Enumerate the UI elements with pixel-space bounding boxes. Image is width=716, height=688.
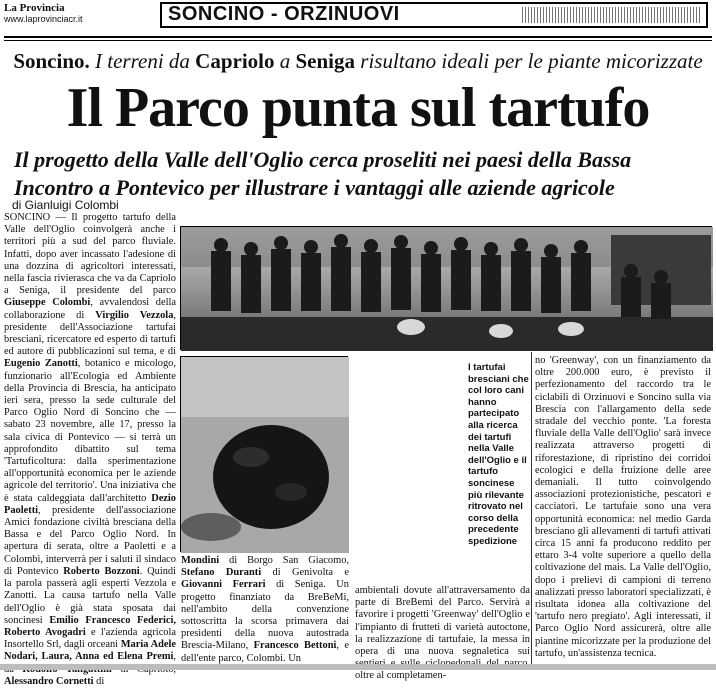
article-text: , avvalendosi della collaborazione di xyxy=(4,297,176,321)
subheadline-line-1: Il progetto della Valle dell'Oglio cerca proseliti nei paesi della Bassa xyxy=(14,147,632,172)
article-text: . Quindi la parola passerà agli esperti Vezzola e Zanotti. La causa tartufo nella Valle dell'Oglio è già stata sposata dai soncinesi xyxy=(4,565,176,626)
article-name: Eugenio Zanotti xyxy=(4,358,78,370)
header-rule-thin xyxy=(4,40,712,41)
paper-name: La Provincia xyxy=(4,2,65,14)
article-name: Virgilio Vezzola xyxy=(95,309,174,321)
article-text: SONCINO — Il progetto tartufo della Valle dell'Oglio coinvolgerà anche i territori più a sud del parco fluviale. Infatti, dopo aver incassato l'adesione di una dozzina di agricoltori interessati, nella fascia rivierasca che va da Capriolo a Seniga, il presidente del parco xyxy=(4,212,176,297)
article-text: , e dell'ente parco, Colombi. Un xyxy=(181,640,350,664)
kicker-text-2: a xyxy=(274,49,296,73)
article-text: , presidente dell'Associazione tartufai bresciani, ricercatore ed esperto di tartufi ed autore di pubblicazioni sul tema, e di xyxy=(4,309,177,358)
decorative-lines xyxy=(522,7,702,23)
article-name: Emilio Francesco Federici, Roberto Avogadri xyxy=(4,614,176,638)
article-name: Alessandro Cornetti xyxy=(4,675,94,687)
kicker-place-2: Seniga xyxy=(295,49,356,73)
article-text: di Seniga. Un progetto finanziato da BreBeMi, nell'ambito della convenzione sottoscritta la scorsa primavera dai presidenti della nuova autostrada Brescia-Milano, xyxy=(181,579,349,652)
article-name: Giovanni Ferrari xyxy=(181,579,266,591)
subheadline-line-2: Incontro a Pontevico per illustrare i vantaggi alle aziende agricole xyxy=(14,175,615,200)
article-text: e l'azienda agricola Insortello Srl, dagli orceani xyxy=(4,626,176,651)
kicker-place-1: Capriolo xyxy=(195,49,275,73)
article-text: di Genivolta e xyxy=(261,567,349,579)
kicker xyxy=(0,48,716,74)
kicker-text-1: I terreni da xyxy=(89,49,196,73)
article-name: Francesco Bettoni xyxy=(253,640,337,652)
kicker-location: Soncino. xyxy=(13,49,90,73)
article-column-2 xyxy=(181,555,349,668)
article-column-3 xyxy=(355,585,530,682)
byline: di Gianluigi Colombi xyxy=(12,198,119,212)
article-column-4 xyxy=(535,355,711,668)
article-name: Stefano Duranti xyxy=(181,567,262,579)
article-text: di Borgo San Giacomo, xyxy=(219,555,349,566)
article-name: Giuseppe Colombi xyxy=(4,297,91,309)
article-name: Mondini xyxy=(181,555,220,566)
paper-url: www.laprovinciacr.it xyxy=(4,14,83,24)
column-divider xyxy=(531,352,532,668)
section-banner xyxy=(160,2,708,28)
article-text: ambientali dovute all'attraversamento da parte di BreBemi del Parco. Servirà a favorire i progetti 'Greenway' dell'Oglio e l'impianto di frutteti di varietà autoctone, la realizzazione di tartufaie, la messa in opera di una nuova segnaletica sui oltre al completamen- xyxy=(355,585,530,682)
section-title: SONCINO - ORZINUOVI xyxy=(168,3,400,25)
article-text: , xyxy=(173,651,176,663)
photo-caption: I tartufai bresciani che col loro cani hanno partecipato alla ricerca dei tartufi nella Valle dell'Oglio e il tartufo soncinese più rilevante ritrovato nel corso della precedente spedizione xyxy=(468,362,529,547)
kicker-text-3: risultano ideali per le piante micorizzate xyxy=(355,49,703,73)
article-text: , botanico e micologo, funzionario all'Ecologia ed Ambiente della Provincia di Brescia, ha anticipato ieri sera, presso la sede culturale del Parco Oglio Nord di Soncino che — sabato 23 novembre, alle 17, presso la sala civica di Pontevico — si terrà un approfondito dibattito sul tema 'Tartuficoltura: dalla sperimentazione all'opportunità economica per le aziende agricole del territorio'. Una iniziativa che è stata caldeggiata dall'architetto xyxy=(4,358,176,504)
group-photo xyxy=(180,226,712,350)
article-name: Maria Adele Nodari, Laura, Anna ed Elena Premi xyxy=(4,639,176,663)
article-column-1 xyxy=(4,212,177,687)
article-text: no 'Greenway', con un finanziamento da oltre 200.000 euro, è previsto il perfezionamento del raccordo tra le ciclabili di Orzinuovi e Soncino sulla via Brescia con l'allargamento della sede stradale del vecchio ponte. 'La foresta fluviale della Valle dell'Oglio' sarà invece realizzata attraverso progetti di riforestazione, di ripristino dei corridoi ecologici e della fruizione delle aree demaniali. Il tutto coinvolgendo associazioni protezionistiche, pescatori e cacciatori. Le tartufaie sono una vera opportunità economica: nel medio Garda bresciano gli allevamenti di tartufi attivati circa 15 anni fa producono reddito per ettaro 3-4 volte superiore a quello della coltivazione del mais. La Valle dell'Oglio, dopo i prelievi di campioni di terreno analizzati presso laboratori specializzati, è risultata idonea alla coltivazione del 'tartufo nero pregiato'. Agli interessati, il Parco Oglio Nord assicurerà, oltre alle piantine micorizzate per la produzione del tartufo, un'assistenza tecnica. xyxy=(535,355,711,659)
subheadline xyxy=(14,146,714,202)
masthead xyxy=(4,2,154,25)
group-photo-illustration xyxy=(181,227,713,351)
article-name: Dezio Paoletti xyxy=(4,492,176,516)
truffle-photo xyxy=(180,356,348,552)
article-text: di xyxy=(93,675,105,687)
headline: Il Parco punta sul tartufo xyxy=(66,77,650,139)
article-text: , presidente dell'associazione Amici fondazione civiltà bresciana della Bassa e del Parco Oglio Nord. In apertura di serata, oltre a Paoletti e a Colombi, interverrà per i saluti il sindaco di Pontevico xyxy=(4,504,176,577)
truffle-photo-illustration xyxy=(181,357,349,553)
header-rule xyxy=(4,36,712,38)
article-name: Roberto Bozzoni xyxy=(63,565,140,577)
bottom-bar xyxy=(0,664,716,670)
